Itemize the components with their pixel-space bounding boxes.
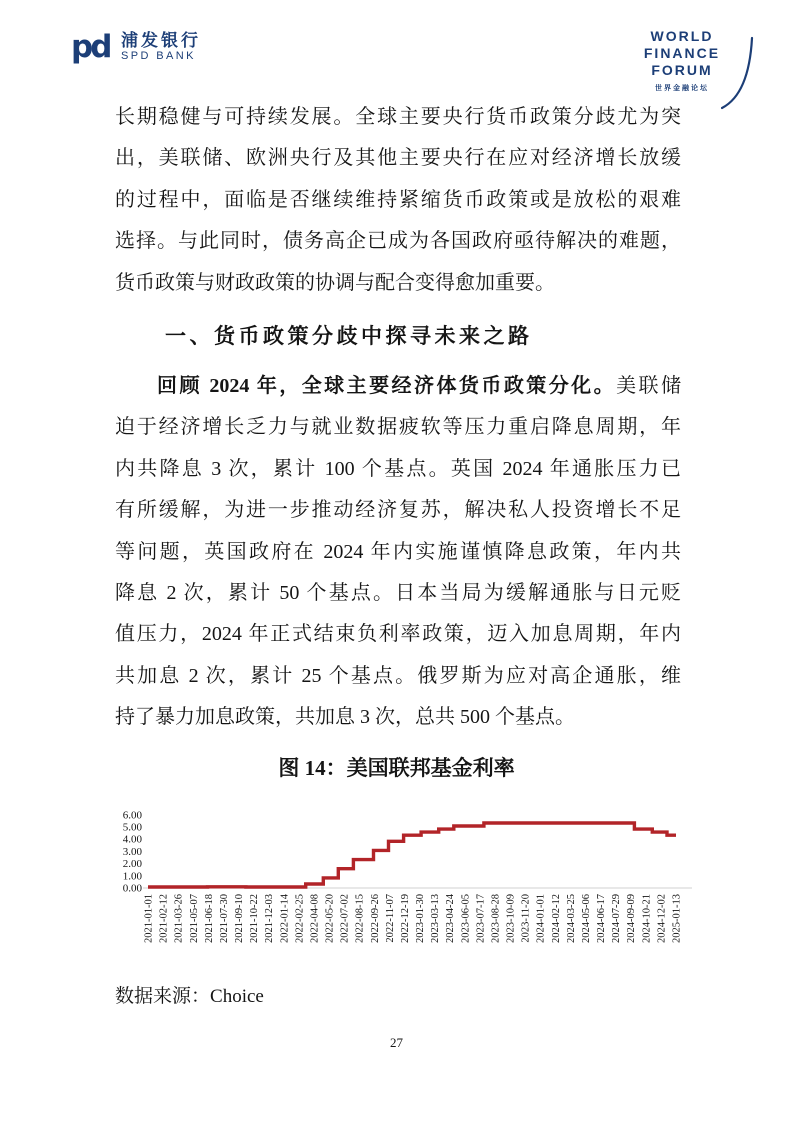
svg-text:2021-06-18: 2021-06-18 (203, 894, 215, 943)
spd-bank-logo-text (121, 31, 201, 63)
svg-text:0.00: 0.00 (122, 882, 142, 895)
svg-text:2021-09-10: 2021-09-10 (234, 894, 246, 943)
text-line: 值压力，2024 年正式结束负利率政策，迈入加息周期，年内 (115, 623, 681, 646)
paragraph-policy-review (115, 366, 681, 739)
svg-text:2022-11-07: 2022-11-07 (384, 894, 396, 943)
svg-text:2023-11-20: 2023-11-20 (520, 894, 532, 943)
wff-logo-line3: FORUM (651, 62, 713, 78)
text-line: 持了暴力加息政策，共加息 3 次，总共 500 个基点。 (115, 706, 575, 729)
text-line: 共加息 2 次，累计 25 个基点。俄罗斯为应对高企通胀，维 (115, 664, 681, 687)
svg-text:2023-07-17: 2023-07-17 (475, 894, 487, 943)
svg-text:2024-09-09: 2024-09-09 (626, 894, 638, 943)
svg-text:4.00: 4.00 (122, 833, 142, 846)
rate-step-line (148, 823, 676, 887)
text-line: 等问题，英国政府在 2024 年内实施谨慎降息政策，年内共 (115, 540, 681, 563)
text-line: 长期稳健与可持续发展。全球主要央行货币政策分歧尤为突 (115, 106, 681, 128)
swoosh-curve-icon (721, 34, 755, 110)
text-line: 回顾 2024 年，全球主要经济体货币政策分化。美联储 (157, 375, 681, 397)
svg-text:2022-01-14: 2022-01-14 (279, 894, 291, 943)
spd-bank-name-en: SPD BANK (121, 50, 196, 63)
svg-text:2022-02-25: 2022-02-25 (294, 894, 306, 943)
world-finance-forum-logo (639, 28, 725, 93)
text-line: 迫于经济增长乏力与就业数据疲软等压力重启降息周期，年 (115, 416, 681, 439)
data-source-value: Choice (210, 986, 264, 1007)
wff-logo-line2: FINANCE (643, 45, 721, 61)
svg-text:2023-04-24: 2023-04-24 (445, 894, 457, 943)
y-axis-labels (123, 809, 143, 894)
spd-bank-logo (70, 28, 201, 66)
spd-monogram-icon (70, 28, 114, 66)
spd-bank-name-cn: 浦发银行 (121, 30, 201, 50)
svg-text:2024-06-17: 2024-06-17 (596, 894, 608, 943)
paragraph-intro (115, 97, 681, 304)
svg-text:2022-08-15: 2022-08-15 (354, 894, 366, 943)
svg-text:2025-01-13: 2025-01-13 (671, 894, 683, 943)
svg-text:2024-07-29: 2024-07-29 (611, 894, 623, 943)
text-line: 降息 2 次，累计 50 个基点。日本当局为缓解通胀与日元贬 (115, 581, 681, 604)
svg-text:1.00: 1.00 (122, 870, 142, 883)
data-source (115, 981, 264, 1008)
svg-text:2021-03-26: 2021-03-26 (173, 894, 185, 943)
svg-text:2021-07-30: 2021-07-30 (218, 894, 230, 943)
data-source-label: 数据来源： (115, 986, 211, 1007)
text-line: 选择。与此同时，债务高企已成为各国政府亟待解决的难题， (115, 230, 681, 253)
svg-text:2024-05-06: 2024-05-06 (580, 894, 592, 943)
svg-text:2022-04-08: 2022-04-08 (309, 894, 321, 943)
text-line: 的过程中，面临是否继续维持紧缩货币政策或是放松的艰难 (115, 188, 681, 211)
svg-text:2023-01-30: 2023-01-30 (415, 894, 427, 943)
svg-text:2021-01-01: 2021-01-01 (143, 894, 155, 943)
svg-text:2022-09-26: 2022-09-26 (369, 894, 381, 943)
svg-text:2.00: 2.00 (122, 858, 142, 871)
svg-text:2021-10-22: 2021-10-22 (249, 894, 261, 943)
chart-title: 图 14：美国联邦基金利率 (278, 756, 515, 780)
svg-text:2023-03-13: 2023-03-13 (430, 894, 442, 943)
svg-text:2024-01-01: 2024-01-01 (535, 894, 547, 943)
fed-funds-rate-chart (104, 806, 724, 976)
text-line: 有所缓解，为进一步推动经济复苏，解决私人投资增长不足 (115, 499, 681, 522)
svg-text:2024-03-25: 2024-03-25 (565, 894, 577, 943)
x-axis-labels (144, 893, 683, 943)
svg-text:2021-05-07: 2021-05-07 (188, 894, 200, 943)
page-number: 27 (390, 1035, 403, 1050)
svg-text:2022-12-19: 2022-12-19 (399, 894, 411, 943)
svg-text:2023-08-28: 2023-08-28 (490, 894, 502, 943)
svg-text:3.00: 3.00 (122, 845, 142, 858)
svg-text:2022-05-20: 2022-05-20 (324, 894, 336, 943)
svg-text:2024-02-12: 2024-02-12 (550, 894, 562, 943)
svg-text:pd: pd (71, 29, 110, 65)
wff-logo-line1: WORLD (650, 28, 714, 44)
text-line: 货币政策与财政政策的协调与配合变得愈加重要。 (115, 271, 555, 294)
text-line: 内共降息 3 次，累计 100 个基点。英国 2024 年通胀压力已 (115, 457, 681, 480)
svg-text:2021-12-03: 2021-12-03 (264, 894, 276, 943)
svg-text:2023-10-09: 2023-10-09 (505, 894, 517, 943)
svg-text:2023-06-05: 2023-06-05 (460, 894, 472, 943)
svg-text:2024-10-21: 2024-10-21 (641, 894, 653, 943)
section-heading: 一、货币政策分歧中探寻未来之路 (165, 324, 533, 348)
svg-text:2022-07-02: 2022-07-02 (339, 894, 351, 943)
wff-logo-name-cn: 世界金融论坛 (655, 85, 709, 92)
text-line: 出，美联储、欧洲央行及其他主要央行在应对经济增长放缓 (115, 147, 681, 170)
svg-text:2024-12-02: 2024-12-02 (656, 894, 668, 943)
svg-text:2021-02-12: 2021-02-12 (158, 894, 170, 943)
svg-text:6.00: 6.00 (122, 809, 142, 822)
svg-text:5.00: 5.00 (122, 821, 142, 834)
page-header (70, 28, 751, 93)
